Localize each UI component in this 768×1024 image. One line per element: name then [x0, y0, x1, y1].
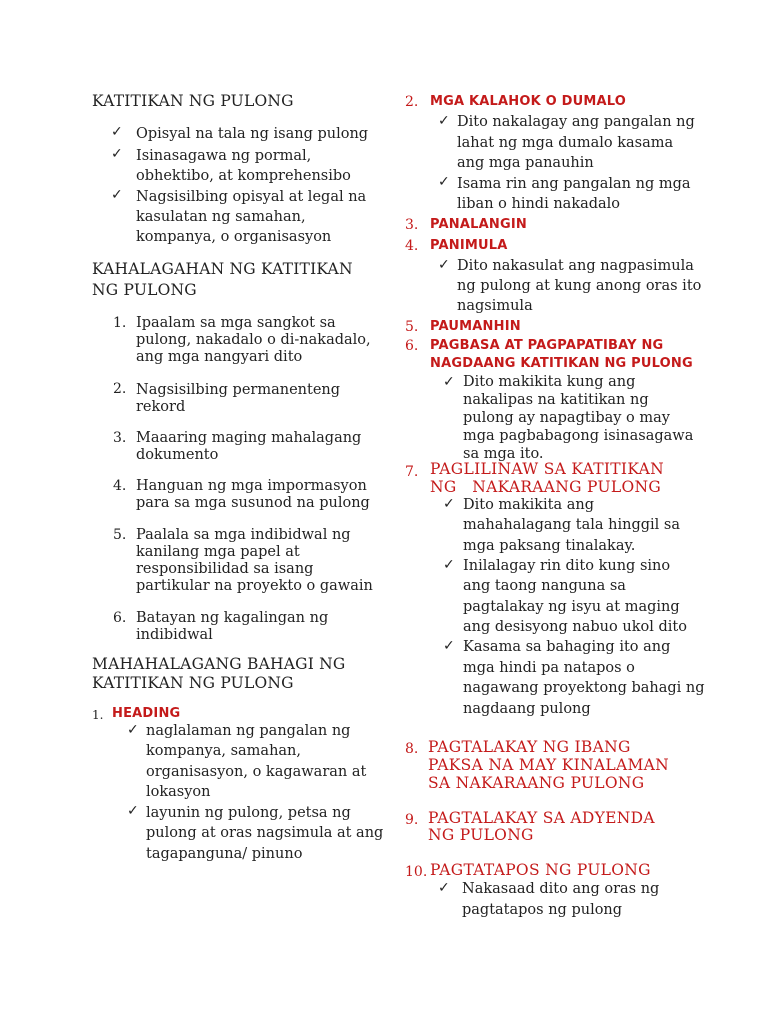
part-title-paglilinaw: NG NAKARAANG PULONG [430, 478, 662, 496]
bullet-text: Isama rin ang pangalan ng mga [457, 176, 691, 192]
bullet-text: pagtatapos ng pulong [462, 902, 623, 918]
part-title-pagtalakay-iba: PAGTALAKAY NG IBANG [428, 738, 631, 756]
part-title-paumanhin: PAUMANHIN [430, 319, 521, 334]
bullet-text: naglalaman ng pangalan ng [146, 723, 351, 739]
list-item: Hanguan ng mga impormasyon [136, 478, 367, 494]
check-icon: ✓ [111, 187, 123, 203]
bullet-text: nakalipas na katitikan ng [463, 392, 649, 408]
bullet-text: liban o hindi nakadalo [457, 196, 621, 212]
bullet-text: Dito nakasulat ang nagpasimula [457, 258, 694, 274]
bullet-text: Dito makikita ang [463, 497, 595, 513]
part-title-panalangin: PANALANGIN [430, 217, 527, 232]
part-title-pagtatapos: PAGTATAPOS NG PULONG [430, 861, 651, 879]
list-item: ang mga nangyari dito [136, 349, 303, 365]
bullet-text: Dito nakalagay ang pangalan ng [457, 114, 695, 130]
bullet-text: mahahalagang tala hinggil sa [463, 517, 681, 533]
bullet-text: nagsimula [457, 298, 533, 314]
part-number: 9. [405, 812, 419, 828]
list-item: Nagsisilbing permanenteng [136, 382, 341, 398]
list-number: 1. [113, 315, 127, 331]
part-number: 7. [405, 464, 419, 480]
check-icon: ✓ [438, 257, 450, 273]
part-number: 8. [405, 741, 419, 757]
check-icon: ✓ [438, 880, 450, 896]
title-kahalagahan: KAHALAGAHAN NG KATITIKAN [92, 260, 353, 278]
part-title-adyenda: PAGTALAKAY SA ADYENDA [428, 809, 655, 827]
list-item: Batayan ng kagalingan ng [136, 610, 329, 626]
list-number: 2. [113, 381, 127, 397]
part-title-panimula: PANIMULA [430, 238, 508, 253]
bullet-text: Kasama sa bahaging ito ang [463, 639, 671, 655]
bullet-text: ang desisyong nabuo ukol dito [463, 619, 687, 635]
title-kahalagahan: NG PULONG [92, 281, 197, 299]
check-icon: ✓ [127, 803, 139, 819]
bullet-text: ng pulong at kung anong oras ito [457, 278, 702, 294]
bullet-text: lahat ng mga dumalo kasama [457, 135, 674, 151]
list-item: Ipaalam sa mga sangkot sa [136, 315, 336, 331]
part-title-pagbasa: NAGDAANG KATITIKAN NG PULONG [430, 356, 693, 371]
bullet-text: pulong at oras nagsimula at ang [146, 825, 384, 841]
bullet-text: obhektibo, at komprehensibo [136, 168, 351, 184]
list-item: partikular na proyekto o gawain [136, 578, 373, 594]
bullet-text: kompanya, o organisasyon [136, 229, 332, 245]
check-icon: ✓ [443, 638, 455, 654]
bullet-text: Dito makikita kung ang [463, 374, 636, 390]
part-number: 3. [405, 217, 419, 233]
bullet-text: lokasyon [146, 784, 211, 800]
title-mahahalagang-bahagi: KATITIKAN NG PULONG [92, 674, 294, 692]
part-title-paglilinaw: PAGLILINAW SA KATITIKAN [430, 460, 664, 478]
bullet-text: mga hindi pa natapos o [463, 660, 635, 676]
part-number: 5. [405, 319, 419, 335]
list-number: 5. [113, 527, 127, 543]
part-title-pagtalakay-iba: SA NAKARAANG PULONG [428, 774, 645, 792]
list-item: rekord [136, 399, 186, 415]
check-icon: ✓ [111, 146, 123, 162]
title-mahahalagang-bahagi: MAHAHALAGANG BAHAGI NG [92, 655, 346, 673]
bullet-text: tagapanguna/ pinuno [146, 846, 303, 862]
list-item: indibidwal [136, 627, 213, 643]
title-katitikan: KATITIKAN NG PULONG [92, 92, 294, 110]
bullet-text: mga paksang tinalakay. [463, 538, 636, 554]
bullet-text: kasulatan ng samahan, [136, 209, 306, 225]
bullet-text: Inilalagay rin dito kung sino [463, 558, 671, 574]
part-number: 1. [92, 708, 104, 722]
check-icon: ✓ [443, 557, 455, 573]
list-number: 3. [113, 430, 127, 446]
check-icon: ✓ [443, 496, 455, 512]
list-item: pulong, nakadalo o di-nakadalo, [136, 332, 371, 348]
part-title-pagtalakay-iba: PAKSA NA MAY KINALAMAN [428, 756, 669, 774]
bullet-text: Isinasagawa ng pormal, [136, 148, 312, 164]
check-icon: ✓ [111, 124, 123, 140]
bullet-text: sa mga ito. [463, 446, 544, 462]
bullet-text: Opisyal na tala ng isang pulong [136, 126, 369, 142]
part-title-pagbasa: PAGBASA AT PAGPAPATIBAY NG [430, 338, 664, 353]
bullet-text: mga pagbabagong isinasagawa [463, 428, 694, 444]
list-number: 6. [113, 610, 127, 626]
bullet-text: kompanya, samahan, [146, 743, 301, 759]
bullet-text: pagtalakay ng isyu at maging [463, 599, 680, 615]
list-item: kanilang mga papel at [136, 544, 300, 560]
part-number: 4. [405, 238, 419, 254]
part-title-heading: HEADING [112, 706, 181, 721]
list-item: Paalala sa mga indibidwal ng [136, 527, 351, 543]
part-title-kalahok: MGA KALAHOK O DUMALO [430, 94, 626, 109]
bullet-text: layunin ng pulong, petsa ng [146, 805, 351, 821]
list-item: Maaaring maging mahalagang [136, 430, 362, 446]
list-item: dokumento [136, 447, 219, 463]
bullet-text: nagdaang pulong [463, 701, 591, 717]
list-item: responsibilidad sa isang [136, 561, 314, 577]
bullet-text: Nakasaad dito ang oras ng [462, 881, 660, 897]
list-number: 4. [113, 478, 127, 494]
check-icon: ✓ [443, 374, 455, 390]
check-icon: ✓ [127, 722, 139, 738]
bullet-text: ang taong nanguna sa [463, 578, 626, 594]
bullet-text: Nagsisilbing opisyal at legal na [136, 189, 367, 205]
check-icon: ✓ [438, 113, 450, 129]
part-number: 6. [405, 338, 419, 354]
list-item: para sa mga susunod na pulong [136, 495, 370, 511]
bullet-text: ang mga panauhin [457, 155, 594, 171]
bullet-text: pulong ay napagtibay o may [463, 410, 670, 426]
part-number: 10. [405, 864, 428, 880]
bullet-text: nagawang proyektong bahagi ng [463, 680, 705, 696]
part-title-adyenda: NG PULONG [428, 826, 534, 844]
bullet-text: organisasyon, o kagawaran at [146, 764, 367, 780]
check-icon: ✓ [438, 174, 450, 190]
part-number: 2. [405, 94, 419, 110]
